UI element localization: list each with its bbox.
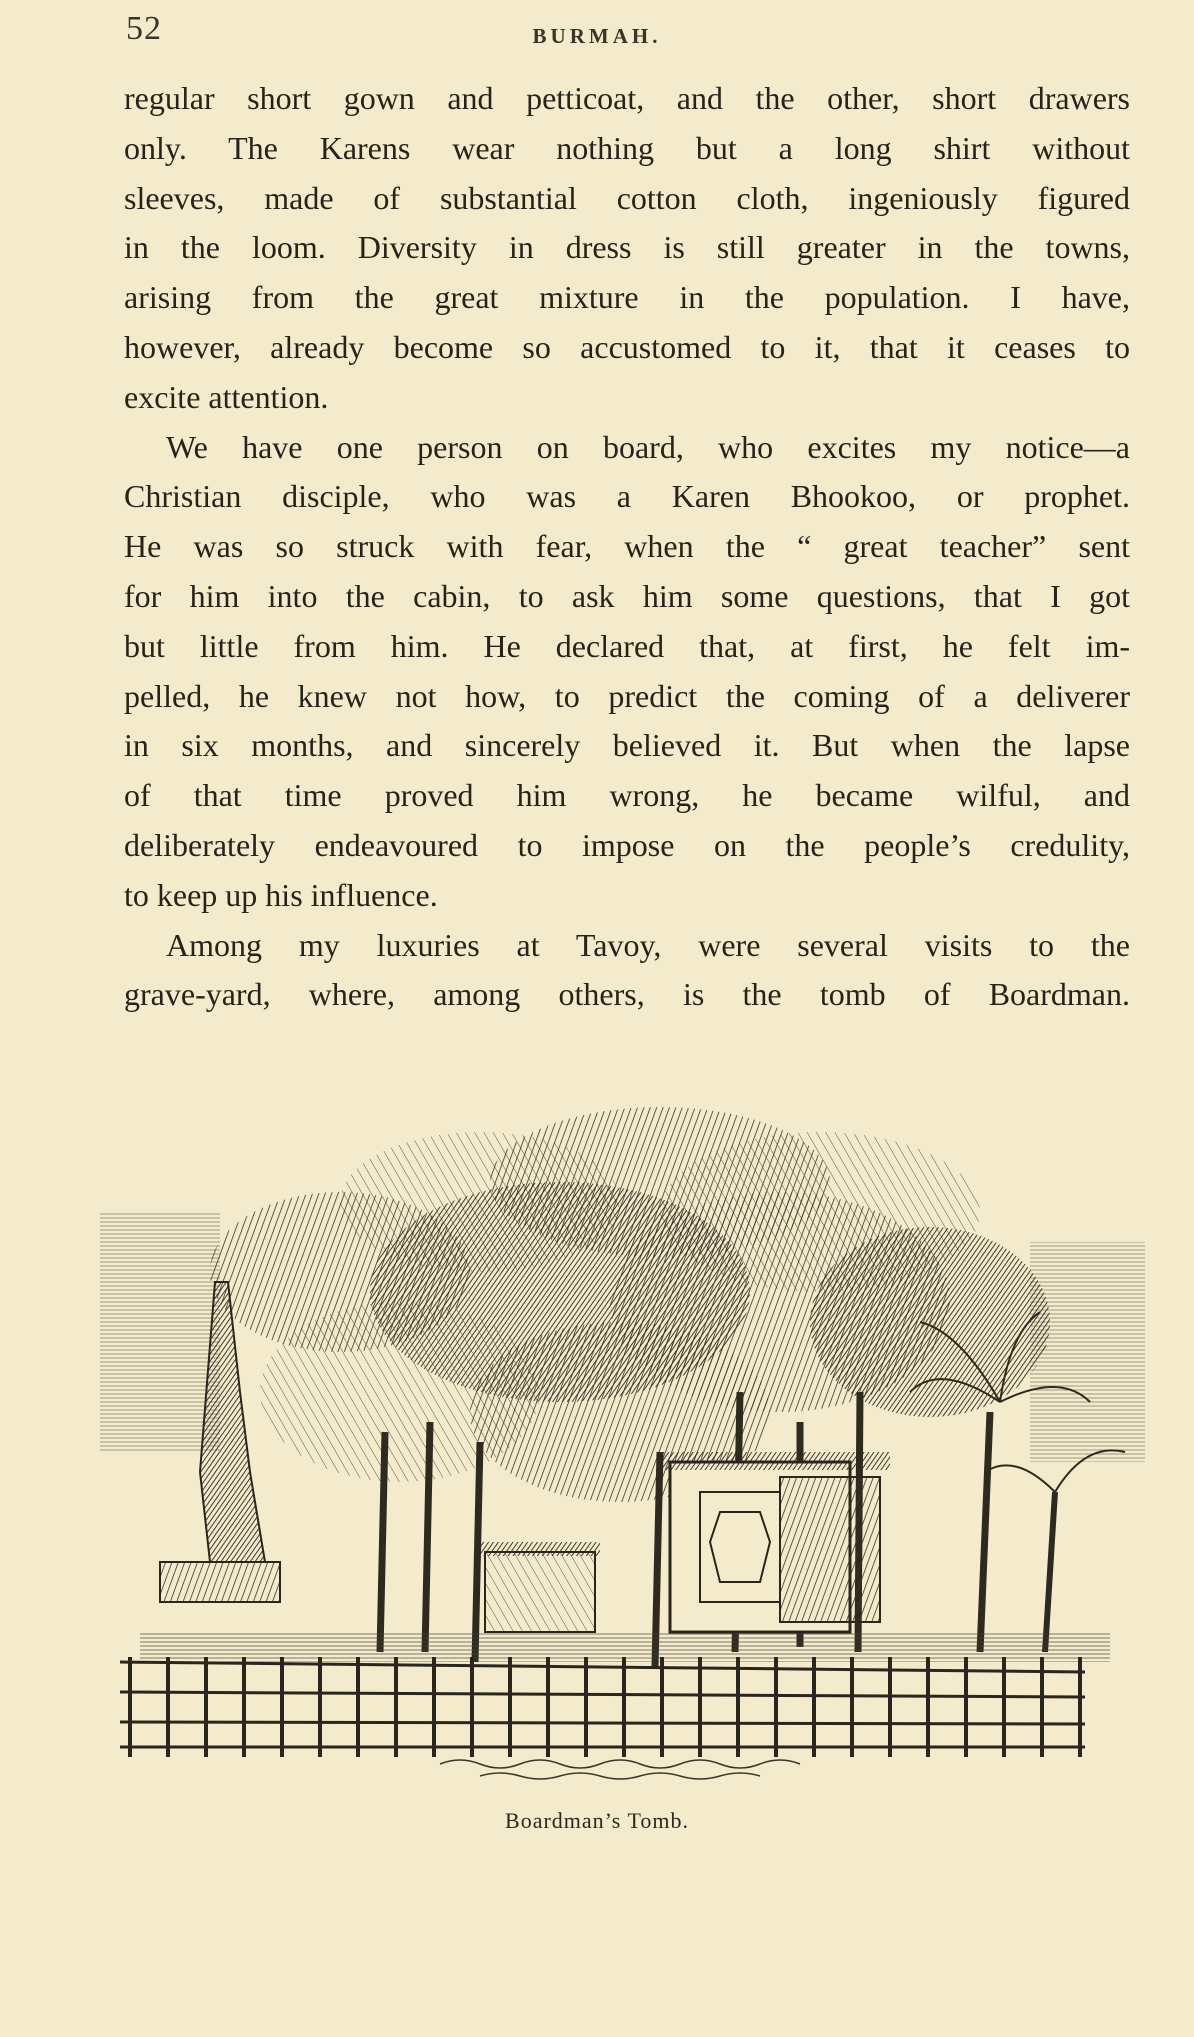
paragraph-3: [124, 921, 1130, 1021]
page-number: 52: [126, 10, 162, 47]
engraving-illustration: [100, 1092, 1145, 1782]
wooden-fence: [120, 1662, 1085, 1747]
text-line: for him into the cabin, to ask him some questions, that I got: [124, 577, 1130, 614]
foreground-grass: [440, 1760, 800, 1779]
text-line: Christian disciple, who was a Karen Bhookoo, or prophet.: [124, 478, 1130, 515]
sky-hatching-right: [1030, 1242, 1145, 1462]
text-line: We have one person on board, who excites my notice—a: [166, 428, 1130, 465]
figure-caption: Boardman’s Tomb.: [505, 1808, 689, 1833]
text-line: He was so struck with fear, when the “ great teacher” sent: [124, 528, 1130, 565]
text-line: in six months, and sincerely believed it. But when the lapse: [124, 727, 1130, 764]
text-line: of that time proved him wrong, he became wilful, and: [124, 777, 1130, 814]
text-line: Among my luxuries at Tavoy, were several visits to the: [166, 926, 1130, 963]
sky-hatching-left: [100, 1212, 220, 1452]
text-line: arising from the great mixture in the population. I have,: [124, 279, 1130, 316]
boardman-tomb: [660, 1452, 890, 1632]
text-line: to keep up his influence.: [124, 876, 438, 913]
paragraph-1: [124, 74, 1130, 423]
text-line: in the loom. Diversity in dress is still greater in the towns,: [124, 229, 1130, 266]
text-line: however, already become so accustomed to it, that it ceases to: [124, 328, 1130, 365]
tree-canopy: [210, 1107, 1050, 1502]
paragraph-2: [124, 423, 1130, 921]
tomb-engraving: [100, 1092, 1145, 1782]
running-head: BURMAH.: [532, 24, 662, 48]
text-line: pelled, he knew not how, to predict the coming of a deliverer: [124, 677, 1130, 714]
text-line: excite attention.: [124, 378, 329, 415]
fence-posts: [130, 1657, 1080, 1757]
small-tomb: [480, 1542, 600, 1632]
body-text: [124, 74, 1130, 1020]
text-line: sleeves, made of substantial cotton cloth, ingeniously figured: [124, 179, 1130, 216]
text-line: only. The Karens wear nothing but a long shirt without: [124, 129, 1130, 166]
text-line: deliberately endeavoured to impose on the people’s credulity,: [124, 826, 1130, 863]
text-line: grave-yard, where, among others, is the tomb of Boardman.: [124, 976, 1130, 1013]
text-line: regular short gown and petticoat, and the other, short drawers: [124, 80, 1130, 116]
text-line: but little from him. He declared that, at first, he felt im-: [124, 627, 1130, 664]
